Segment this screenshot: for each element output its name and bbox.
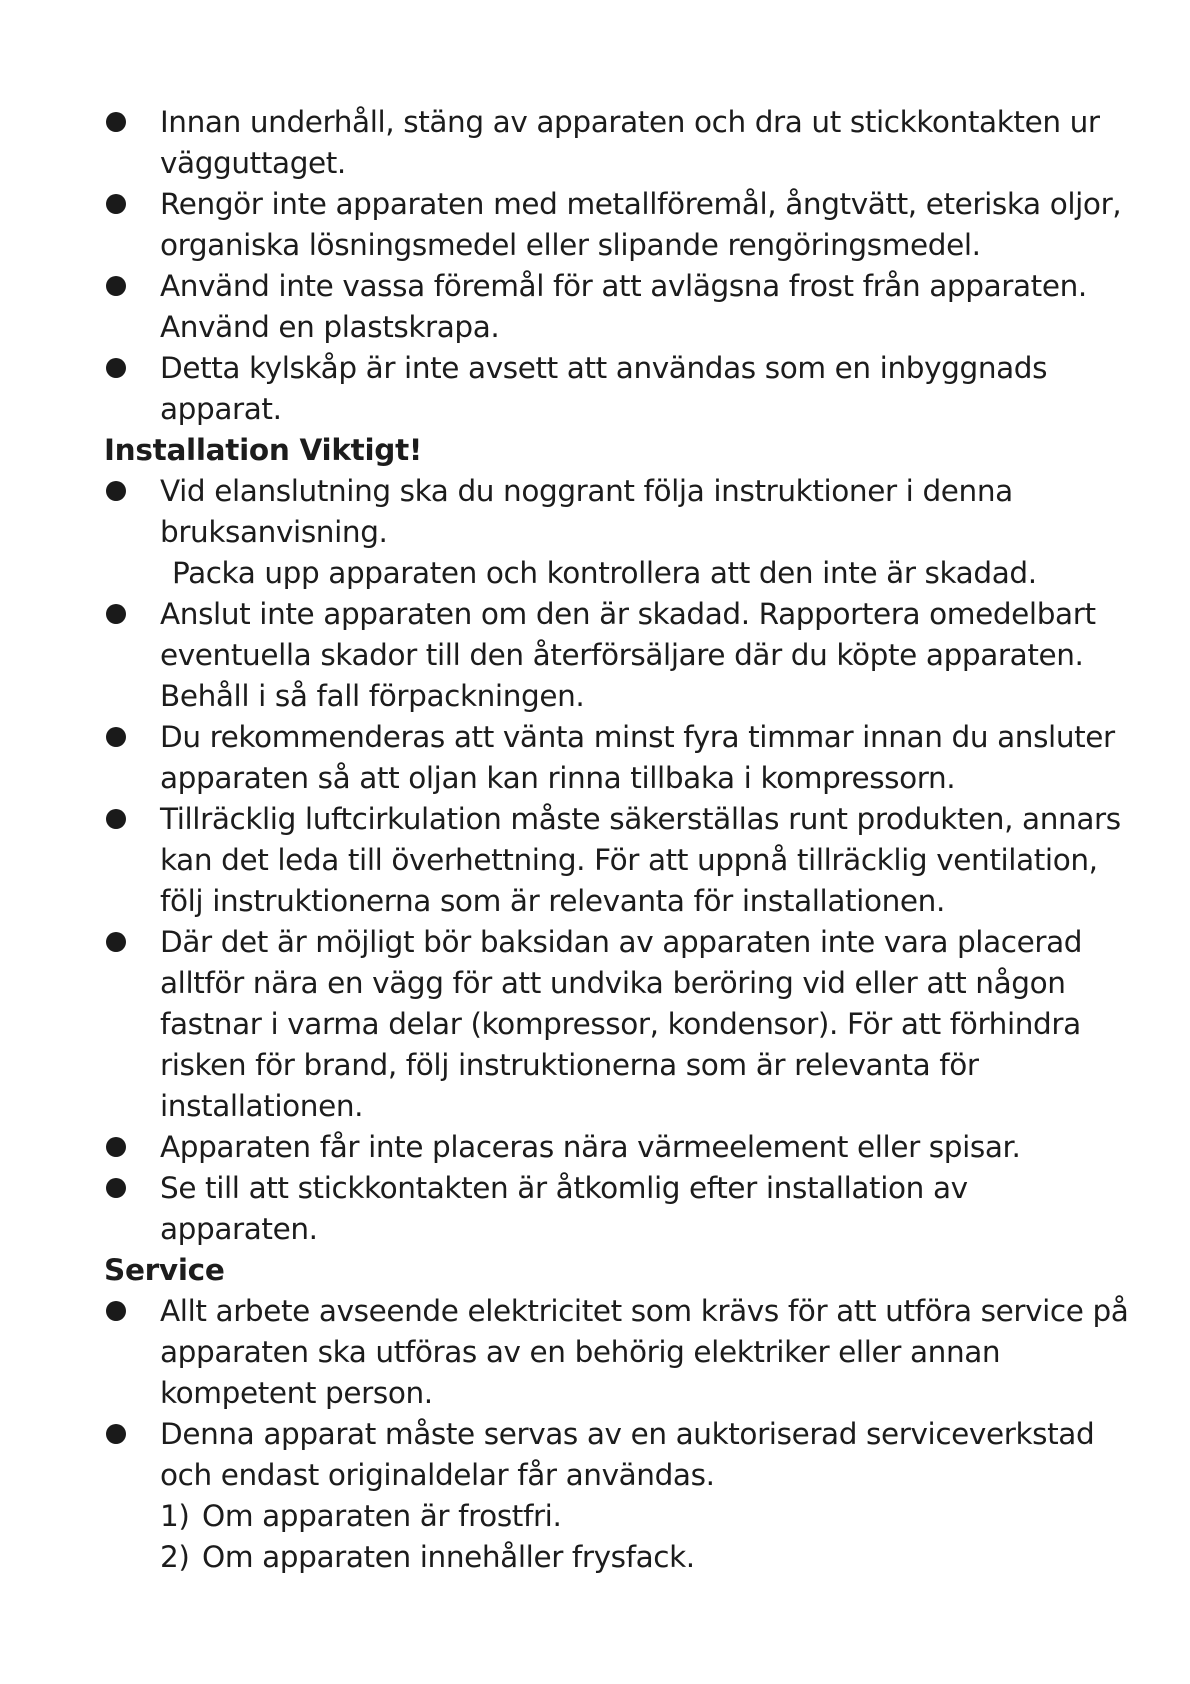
bullet-icon [106,809,126,829]
list-item [104,471,1104,594]
list-item [104,1414,1104,1496]
text-line: Apparaten får inte placeras nära värmeelement eller spisar. [160,1130,1021,1164]
bullet-icon [106,112,126,132]
text-line: kan det leda till överhettning. För att uppnå tillräcklig ventilation, [160,843,1098,877]
bullet-icon [106,1301,126,1321]
text-line: apparat. [160,392,282,426]
bullet-icon [106,1424,126,1444]
list-item [104,184,1122,266]
bullet-icon [106,481,126,501]
text-line: Tillräcklig luftcirkulation måste säkerställas runt produkten, annars [160,802,1121,836]
bullet-icon [106,276,126,296]
text-line: kompetent person. [160,1376,433,1410]
item-number: 2) [160,1540,190,1574]
list-item [104,1291,1129,1414]
bullet-icon [106,727,126,747]
text-line: Denna apparat måste servas av en auktoriserad serviceverkstad [160,1417,1095,1451]
list-item [104,922,1104,1127]
text-line: Packa upp apparaten och kontrollera att den inte är skadad. [172,556,1037,590]
text-line: Där det är möjligt bör baksidan av apparaten inte vara placerad [160,925,1083,959]
list-item [104,594,1104,717]
text-line: Anslut inte apparaten om den är skadad. Rapportera omedelbart [160,597,1096,631]
bullet-icon [106,358,126,378]
text-line: risken för brand, följ instruktionerna som är relevanta för [160,1048,979,1082]
list-item [104,1168,1104,1250]
item-text: Om apparaten innehåller frysfack. [202,1540,695,1574]
item-number: 1) [160,1499,190,1533]
text-line: installationen. [160,1089,364,1123]
list-item [104,717,1115,799]
text-line: och endast originaldelar får användas. [160,1458,715,1492]
text-line: Vid elanslutning ska du noggrant följa instruktioner i denna [160,474,1013,508]
text-line: Du rekommenderas att vänta minst fyra timmar innan du ansluter [160,720,1115,754]
text-line: vägguttaget. [160,146,346,180]
text-line: följ instruktionerna som är relevanta för installationen. [160,884,945,918]
text-line: Innan underhåll, stäng av apparaten och dra ut stickkontakten ur [160,105,1100,139]
bullet-icon [106,1137,126,1157]
list-item [104,348,1104,430]
bullet-icon [106,604,126,624]
text-line: bruksanvisning. [160,515,388,549]
section-heading-installation: Installation Viktigt! [104,433,423,467]
document-content [104,102,1129,1578]
bullet-icon [106,1178,126,1198]
list-item [104,1127,1104,1168]
text-line: fastnar i varma delar (kompressor, kondensor). För att förhindra [160,1007,1081,1041]
text-line: Använd en plastskrapa. [160,310,500,344]
text-line: Använd inte vassa föremål för att avlägsna frost från apparaten. [160,269,1087,303]
text-line: Se till att stickkontakten är åtkomlig efter installation av [160,1171,968,1205]
bullet-icon [106,194,126,214]
text-line: apparaten ska utföras av en behörig elektriker eller annan [160,1335,1001,1369]
bullet-icon [106,932,126,952]
text-line: apparaten. [160,1212,318,1246]
list-item [104,102,1104,184]
text-line: organiska lösningsmedel eller slipande rengöringsmedel. [160,228,981,262]
text-line: alltför nära en vägg för att undvika beröring vid eller att någon [160,966,1066,1000]
list-item [104,266,1104,348]
numbered-item [104,1537,1104,1578]
text-line: Rengör inte apparaten med metallföremål, ångtvätt, eteriska oljor, [160,187,1122,221]
numbered-item [104,1496,1104,1537]
text-line: eventuella skador till den återförsäljare där du köpte apparaten. [160,638,1084,672]
list-item [104,799,1121,922]
item-text: Om apparaten är frostfri. [202,1499,562,1533]
section-heading-service: Service [104,1253,225,1287]
text-line: Allt arbete avseende elektricitet som krävs för att utföra service på [160,1294,1129,1328]
text-line: Detta kylskåp är inte avsett att användas som en inbyggnads [160,351,1048,385]
text-line: Behåll i så fall förpackningen. [160,679,585,713]
text-line: apparaten så att oljan kan rinna tillbaka i kompressorn. [160,761,956,795]
